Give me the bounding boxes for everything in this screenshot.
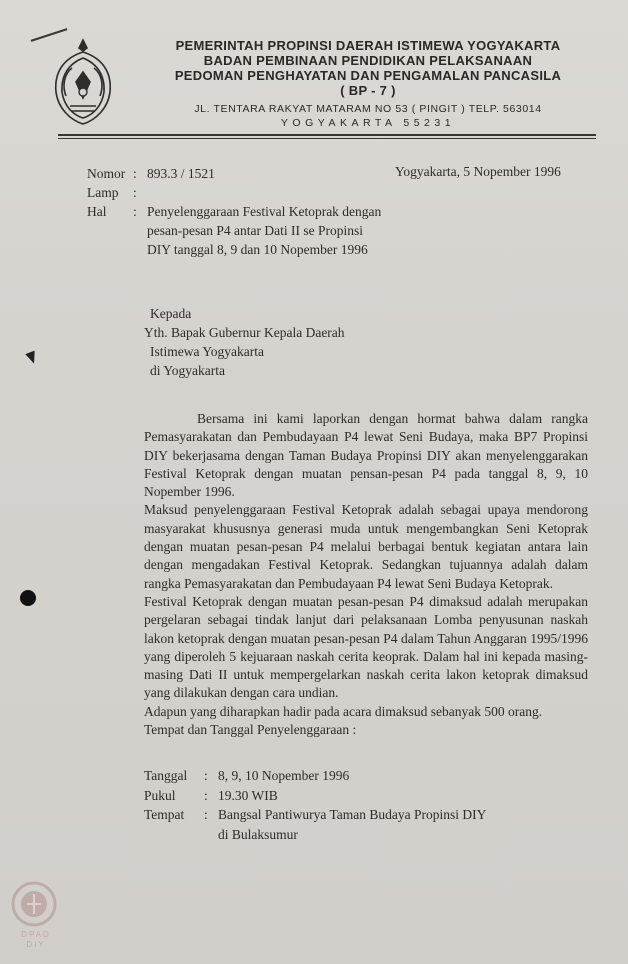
colon: : — [133, 166, 137, 181]
addressee-line2: Istimewa Yogyakarta — [150, 344, 264, 359]
schedule-row-tanggal — [144, 766, 486, 786]
meta-row-nomor — [87, 164, 387, 183]
addressee-block — [144, 304, 345, 380]
letterhead-address: JL. TENTARA RAKYAT MATARAM NO 53 ( PINGIT ) TELP. 563014 — [194, 103, 542, 115]
letter-body — [144, 410, 588, 739]
body-paragraph-4: Adapun yang diharapkan hadir pada acara dimaksud sebanyak 500 orang. — [144, 703, 543, 719]
margin-tick-mark — [25, 351, 39, 366]
addressee-kepada: Kepada — [150, 306, 192, 321]
addressee-line1: Yth. Bapak Gubernur Kepala Daerah — [144, 325, 345, 340]
letterhead-line3: PEDOMAN PENGHAYATAN DAN PENGAMALAN PANCASILA — [174, 68, 562, 83]
letterhead-line1: PEMERINTAH PROPINSI DAERAH ISTIMEWA YOGYAKARTA — [175, 38, 561, 53]
letter-date: Yogyakarta, 5 Nopember 1996 — [395, 164, 561, 179]
hal-value: Penyelenggaraan Festival Ketoprak dengan pesan-pesan P4 antar Dati II se Propinsi DIY tanggal 8, 9 dan 10 Nopember 1996 — [147, 204, 382, 257]
colon: : — [204, 807, 208, 822]
letterhead — [128, 38, 608, 131]
watermark-text — [14, 930, 58, 950]
pukul-value: 19.30 WIB — [218, 787, 278, 803]
tanggal-label: Tanggal — [144, 768, 188, 783]
letterhead-line2: BADAN PEMBINAAN PENDIDIKAN PELAKSANAAN — [203, 53, 533, 68]
header-rule-thick — [58, 134, 596, 136]
yogyakarta-emblem-icon — [46, 36, 120, 128]
header-rule-thin — [58, 138, 596, 139]
hal-label: Hal — [87, 204, 107, 219]
lamp-label: Lamp — [87, 185, 119, 200]
punch-hole — [20, 590, 36, 606]
body-paragraph-5: Tempat dan Tanggal Penyelenggaraan : — [144, 722, 357, 738]
meta-row-hal — [87, 202, 387, 259]
watermark-line1: DPAD — [21, 930, 51, 939]
letter-meta — [87, 164, 387, 259]
tempat-value: Bangsal Pantiwurya Taman Budaya Propinsi DIY — [218, 807, 487, 822]
schedule-row-tempat — [144, 805, 486, 825]
addressee-line3: di Yogyakarta — [150, 363, 225, 378]
schedule-row-pukul — [144, 786, 486, 806]
body-paragraph-3: Festival Ketoprak dengan muatan pesan-pesan P4 dimaksud adalah merupakan pergelaran sebagai tindak lanjut dari pelaksanaan Lomba penyusunan naskah lakon ketoprak dengan muatan pesan-pesan P4 dalam Tahun Anggaran 1995/1996 yang diperoleh 5 kejuaraan naskah cerita keoprak. Dalam hal ini kepada masing-masing Dati II untuk mempergelarkan naskah cerita lakon ketoprak dimaksud yang dilakukan dengan cara undian. — [144, 593, 588, 701]
nomor-label: Nomor — [87, 166, 126, 181]
colon: : — [204, 787, 208, 803]
archive-watermark-icon — [10, 880, 58, 928]
nomor-value: 893.3 / 1521 — [147, 166, 215, 181]
tempat-value-line2: di Bulaksumur — [218, 826, 298, 842]
meta-row-lamp — [87, 183, 387, 202]
colon: : — [133, 204, 137, 219]
colon: : — [133, 185, 137, 200]
body-paragraph-1: Bersama ini kami laporkan dengan hormat bahwa dalam rangka Pemasyarakatan dan Pembudayaan P4 lewat Seni Budaya, maka BP7 Propinsi DIY bekerjasama dengan Taman Budaya Propinsi DIY akan menyelenggarakan Festival Ketoprak dengan muatan pensan-pesan P4 pada tanggal 8, 9, 10 Nopember 1996. — [144, 411, 588, 500]
tanggal-value: 8, 9, 10 Nopember 1996 — [218, 768, 350, 783]
letterhead-city: YOGYAKARTA 55231 — [280, 117, 456, 129]
colon: : — [204, 768, 208, 783]
tempat-label: Tempat — [144, 807, 185, 822]
event-schedule — [144, 766, 486, 844]
pukul-label: Pukul — [144, 787, 176, 803]
body-paragraph-2: Maksud penyelenggaraan Festival Ketoprak adalah sebagai upaya mendorong masyarakat khususnya generasi muda untuk mengembangkan Seni Ketoprak dengan muatan pesan-pesan P4 melalui berbagai bentuk kegiatan antara lain dengan mengadakan Festival Ketoprak. Sedangkan tujuannya adalah dalam rangka Pemasyarakatan dan Pembudayaan P4 lewat Seni Budaya Ketoprak. — [144, 502, 588, 591]
letterhead-line4: ( BP - 7 ) — [340, 83, 396, 98]
watermark-line2: DIY — [26, 940, 46, 949]
